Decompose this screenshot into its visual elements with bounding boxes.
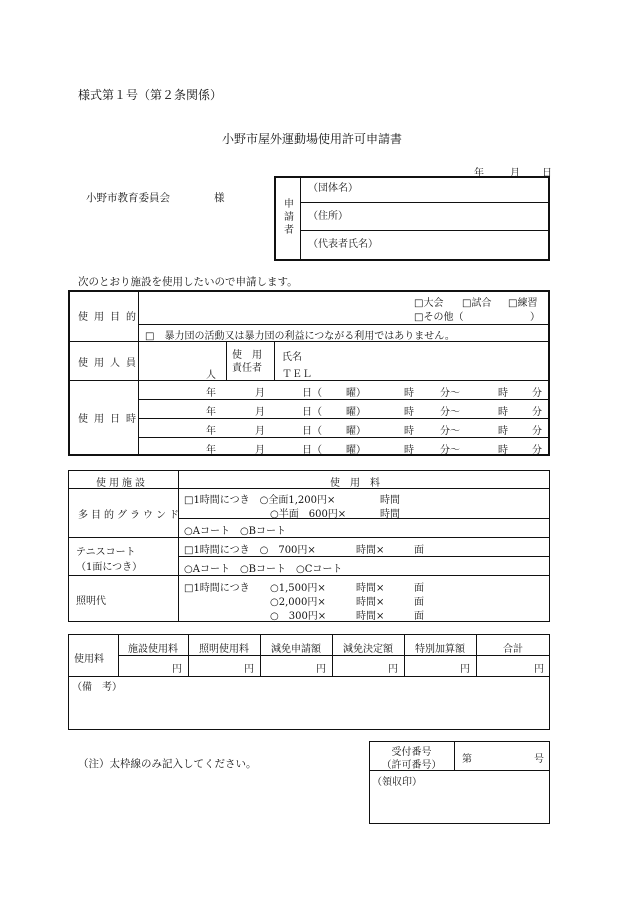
anti-gang-checkbox[interactable]: □ 暴力団の活動又は暴力団の利益につながる利用ではありません。 bbox=[145, 331, 455, 342]
datetime-label: 使用日時 bbox=[78, 414, 142, 425]
ground-half-option[interactable]: ○半面 600円× bbox=[270, 509, 347, 520]
addressee-name: 小野市教育委員会 bbox=[86, 192, 170, 204]
option-other[interactable]: □その他（ bbox=[414, 312, 464, 323]
name-label: 氏名 bbox=[282, 352, 302, 363]
option-tournament[interactable]: □大会 bbox=[414, 298, 444, 309]
permit-no-label: （許可番号） bbox=[381, 760, 442, 771]
summary-label: 使用料 bbox=[74, 654, 104, 665]
tennis-name: テニスコート bbox=[76, 547, 136, 558]
reduction-decision-yen[interactable]: 円 bbox=[388, 664, 398, 675]
facility-fee-yen[interactable]: 円 bbox=[172, 664, 182, 675]
page-title: 小野市屋外運動場使用許可申請書 bbox=[222, 132, 403, 146]
remarks-label[interactable]: （備 考） bbox=[72, 682, 122, 693]
reduction-decision-header: 減免決定額 bbox=[343, 644, 393, 655]
lighting-fee-yen[interactable]: 円 bbox=[244, 664, 254, 675]
applicant-label: 申 請 者 bbox=[284, 199, 294, 236]
purpose-label: 使用目的 bbox=[78, 312, 142, 323]
responsible-label-2: 責任者 bbox=[232, 363, 262, 374]
tennis-courts[interactable]: ○Aコート ○Bコート ○Cコート bbox=[184, 564, 343, 575]
receipt-stamp-label: （領収印） bbox=[372, 777, 422, 788]
lighting-fee-header: 照明使用料 bbox=[199, 644, 249, 655]
address-field[interactable]: （住所） bbox=[308, 211, 348, 222]
date-year: 年 bbox=[474, 168, 484, 179]
group-name-field[interactable]: （団体名） bbox=[308, 183, 358, 194]
lighting-name: 照明代 bbox=[76, 596, 106, 607]
responsible-label-1: 使 用 bbox=[232, 350, 262, 361]
intro-text: 次のとおり施設を使用したいので申請します。 bbox=[78, 276, 298, 288]
receipt-no-suffix: 号 bbox=[534, 754, 544, 765]
col-fee: 使 用 料 bbox=[330, 478, 380, 489]
note-text: （注）太枠線のみ記入してください。 bbox=[78, 758, 257, 770]
ground-name: 多目的グラウンド bbox=[78, 510, 182, 521]
form-number: 様式第１号（第２条関係） bbox=[78, 88, 223, 102]
special-addition-header: 特別加算額 bbox=[415, 644, 465, 655]
tel-label: ＴＥＬ bbox=[282, 369, 312, 380]
total-header: 合計 bbox=[503, 644, 523, 655]
date-day: 日 bbox=[542, 168, 552, 179]
people-unit: 人 bbox=[206, 370, 216, 381]
reduction-request-header: 減免申請額 bbox=[271, 644, 321, 655]
lighting-prefix[interactable]: □1時間につき bbox=[184, 583, 250, 594]
addressee-honorific: 様 bbox=[214, 192, 225, 204]
date-month: 月 bbox=[510, 168, 520, 179]
facility-fee-header: 施設使用料 bbox=[128, 644, 178, 655]
receipt-no-label: 受付番号 bbox=[391, 747, 432, 758]
people-label: 使用人員 bbox=[78, 358, 142, 369]
option-other-close: ） bbox=[530, 312, 540, 323]
ground-full-option[interactable]: □1時間につき ○全面1,200円× bbox=[184, 495, 336, 506]
tennis-per-court: （1面につき） bbox=[76, 562, 143, 573]
special-addition-yen[interactable]: 円 bbox=[460, 664, 470, 675]
receipt-no-prefix: 第 bbox=[462, 754, 472, 765]
option-match[interactable]: □試合 bbox=[462, 298, 492, 309]
representative-field[interactable]: （代表者氏名） bbox=[308, 239, 378, 250]
ground-courts[interactable]: ○Aコート ○Bコート bbox=[184, 526, 287, 537]
total-yen[interactable]: 円 bbox=[534, 664, 544, 675]
option-practice[interactable]: □練習 bbox=[508, 298, 538, 309]
tennis-option[interactable]: □1時間につき ○ 700円× bbox=[184, 545, 316, 556]
col-facility: 使用施設 bbox=[96, 478, 148, 489]
reduction-request-yen[interactable]: 円 bbox=[316, 664, 326, 675]
